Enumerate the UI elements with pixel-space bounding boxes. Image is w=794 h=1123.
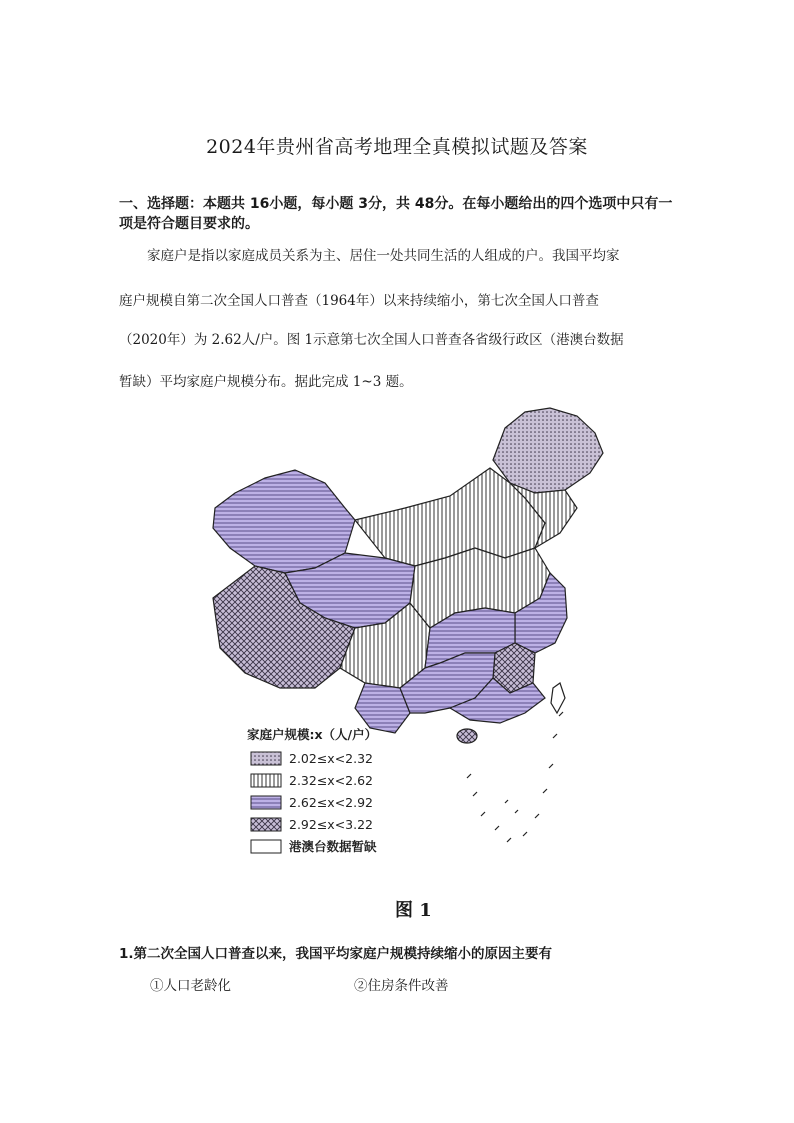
question-1: 1.第二次全国人口普查以来，我国平均家庭户规模持续缩小的原因主要有 [119, 946, 553, 962]
region-taiwan [551, 683, 565, 713]
legend-label-4: 2.92≤x<3.22 [289, 817, 374, 832]
option-1: ①人口老龄化 [150, 978, 231, 994]
legend-title: 家庭户规模:x（人/户） [247, 727, 378, 742]
region-xinjiang [213, 470, 355, 573]
legend-swatch-crosshatch [251, 818, 281, 831]
legend-label-1: 2.02≤x<2.32 [289, 751, 374, 766]
china-household-size-map [205, 398, 645, 908]
section-header: 一、选择题：本题共 16小题，每小题 3分，共 48分。在每小题给出的四个选项中只有一项是符合题目要求的。 [119, 196, 673, 232]
document-title: 2024年贵州省高考地理全真模拟试题及答案 [206, 136, 588, 158]
legend-swatch-dots [251, 752, 281, 765]
south-china-sea-islands [467, 712, 563, 842]
paragraph-line-3: （2020年）为 2.62人/户。图 1示意第七次全国人口普查各省级行政区（港澳台数据 [119, 332, 624, 348]
paragraph-line-1: 家庭户是指以家庭成员关系为主、居住一处共同生活的人组成的户。我国平均家 [147, 248, 620, 264]
legend-swatch-blank [251, 840, 281, 853]
region-heilongjiang [493, 408, 603, 493]
map-legend [247, 727, 377, 854]
legend-label-3: 2.62≤x<2.92 [289, 795, 374, 810]
paragraph-line-4: 暂缺）平均家庭户规模分布。据此完成 1~3 题。 [119, 374, 413, 390]
legend-label-2: 2.32≤x<2.62 [289, 773, 374, 788]
region-hainan [457, 729, 477, 743]
option-2: ②住房条件改善 [354, 978, 449, 994]
figure-caption: 图 1 [395, 900, 432, 921]
legend-swatch-vertical [251, 774, 281, 787]
paragraph-line-2: 庭户规模自第二次全国人口普查（1964年）以来持续缩小，第七次全国人口普查 [119, 293, 599, 309]
legend-label-5: 港澳台数据暂缺 [289, 839, 377, 854]
legend-swatch-horizontal [251, 796, 281, 809]
